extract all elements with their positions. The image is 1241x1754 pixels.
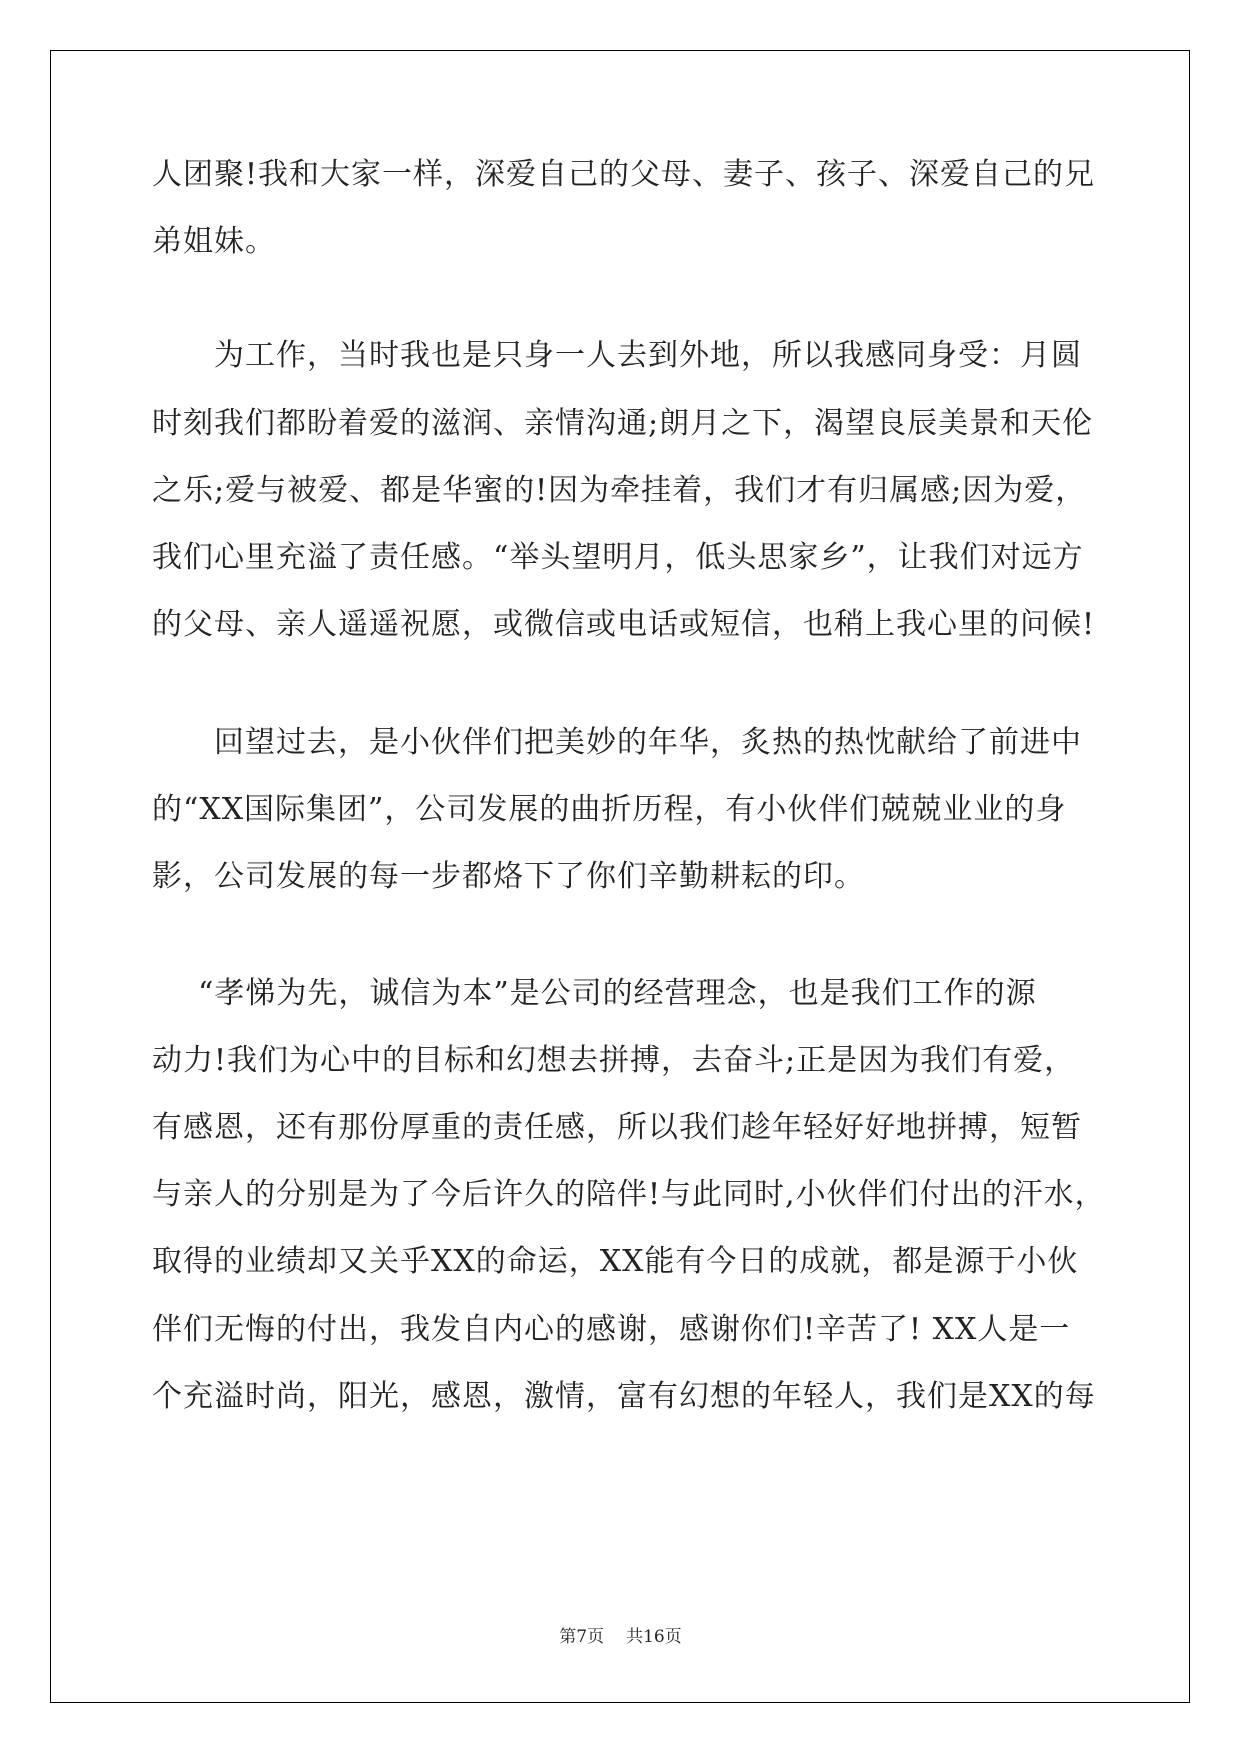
text-line: 我们心里充溢了责任感。“举头望明月，低头思家乡”，让我们对远方 <box>152 540 1084 575</box>
text-line: 的“XX国际集团”，公司发展的曲折历程，有小伙伴们兢兢业业的身 <box>152 792 1067 827</box>
text-line: 人团聚!我和大家一样，深爱自己的父母、妻子、孩子、深爱自己的兄 <box>152 157 1096 192</box>
page-footer <box>0 1626 1241 1648</box>
text-line: 伴们无悔的付出，我发自内心的感谢，感谢你们!辛苦了! XX人是一 <box>152 1312 1071 1347</box>
text-line: 取得的业绩却又关乎XX的命运，XX能有今日的成就，都是源于小伙 <box>152 1244 1079 1279</box>
text-line: 与亲人的分别是为了今后许久的陪伴!与此同时,小伙伴们付出的汗水， <box>152 1177 1106 1212</box>
paragraph-first-line: 为工作，当时我也是只身一人去到外地，所以我感同身受：月圆 <box>214 338 1082 373</box>
text-line: 个充溢时尚，阳光，感恩，激情，富有幻想的年轻人，我们是XX的每 <box>152 1379 1096 1414</box>
text-line: 有感恩，还有那份厚重的责任感，所以我们趁年轻好好地拼搏，短暂 <box>152 1110 1082 1145</box>
paragraph-first-line: 回望过去，是小伙伴们把美妙的年华，炙热的热忱献给了前进中 <box>214 725 1082 760</box>
text-line: 的父母、亲人遥遥祝愿，或微信或电话或短信，也稍上我心里的问候! <box>152 607 1096 642</box>
text-line: 之乐;爱与被爱、都是华蜜的!因为牵挂着，我们才有归属感;因为爱， <box>152 473 1087 508</box>
page-total: 共16页 <box>626 1627 682 1647</box>
page-number: 第7页 <box>559 1627 605 1647</box>
text-line: 时刻我们都盼着爱的滋润、亲情沟通;朗月之下，渴望良辰美景和天伦 <box>152 406 1094 441</box>
text-line: 动力!我们为心中的目标和幻想去拼搏，去奋斗;正是因为我们有爱， <box>152 1043 1076 1078</box>
paragraph-first-line: “孝悌为先，诚信为本”是公司的经营理念，也是我们工作的源 <box>198 976 1037 1011</box>
text-line: 弟姐妹。 <box>152 224 276 259</box>
text-line: 影，公司发展的每一步都烙下了你们辛勤耕耘的印。 <box>152 859 865 894</box>
